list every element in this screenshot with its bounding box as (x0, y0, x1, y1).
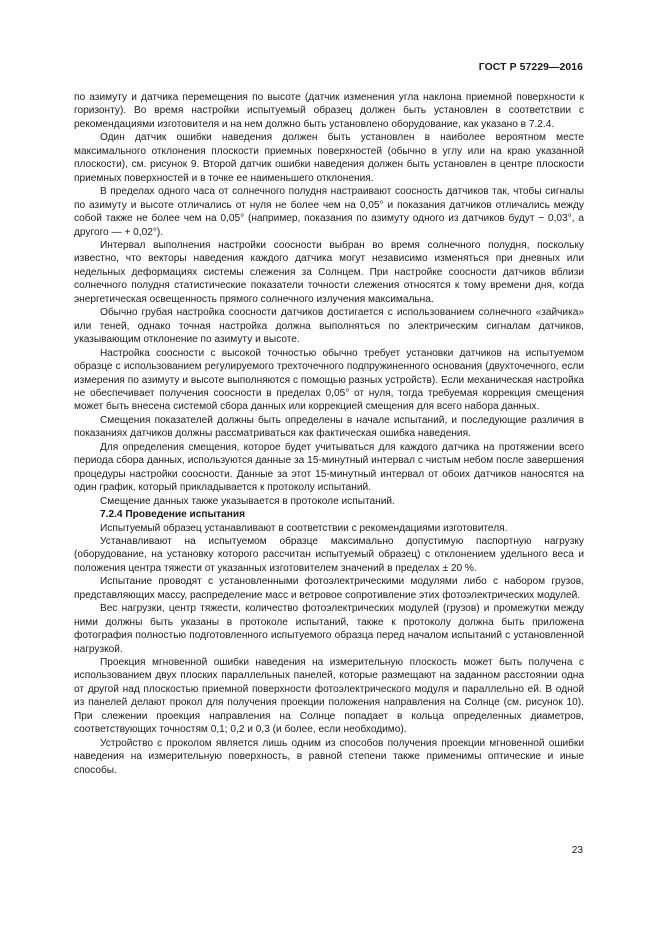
paragraph: Испытуемый образец устанавливают в соответствии с рекомендациями изготовителя. (100, 522, 508, 534)
paragraph: по азимуту и датчика перемещения по высоте (датчик изменения угла наклона приемной поверхности к горизонту). Во время настройки испытуемый образец должен быть установлен в соответствии с рекомендациями изготовителя и на нем должно быть установлено оборудование, как указано в 7.2.4. (74, 92, 584, 130)
paragraph: Вес нагрузки, центр тяжести, количество фотоэлектрических модулей (грузов) и промежутки между ними должны быть указаны в протоколе испытаний, также к протоколу должна быть приложена фотография полностью подготовленного испытуемого образца перед началом испытаний с установленной нагрузкой. (74, 603, 584, 655)
paragraph: Смещения показателей должны быть определены в начале испытаний, и последующие различия в показаниях датчиков должны рассматриваться как фактическая ошибка наведения. (74, 414, 584, 440)
paragraph: Для определения смещения, которое будет учитываться для каждого датчика на протяжении всего периода сбора данных, используются данные за 15-минутный интервал с чистым небом после завершения процедуры настройки соосности. Данные за этот 15-минутный интервал от обоих датчиков наносятся на один график, который прикладывается к протоколу испытаний. (74, 441, 584, 494)
paragraph: Один датчик ошибки наведения должен быть установлен в наиболее вероятном месте максимального отклонения плоскости приемных поверхностей (обычно в углу или на краю указанной плоскости), см. рисунок 9. Второй датчик ошибки наведения должен быть установлен в центре плоскости приемных поверхностей и в точке ее наименьшего отклонения. (74, 132, 584, 184)
page-body (74, 91, 584, 777)
section-heading: 7.2.4 Проведение испытания (100, 509, 245, 521)
paragraph: Испытание проводят с установленными фотоэлектрическими модулями либо с набором грузов, представляющих массу, распределение масс и ветровое сопротивление этих фотоэлектрических модулей. (74, 576, 584, 601)
paragraph: Обычно грубая настройка соосности датчиков достигается с использованием солнечного «зайчика» или теней, однако точная настройка должна выполняться по электрическим сигналам датчиков, указывающим отклонение по азимуту и высоте. (74, 307, 584, 346)
paragraph: Устройство с проколом является лишь одним из способов получения проекции мгновенной ошибки наведения на измерительную поверхность, в равной степени также применимы оптические и иные способы. (74, 737, 584, 776)
page-number: 23 (571, 845, 583, 856)
paragraph: В пределах одного часа от солнечного полудня настраивают соосность датчиков так, чтобы сигналы по азимуту и высоте отличались от нуля не более чем на 0,05° и показания датчиков отличались между собой также не более чем на 0,05° (например, показания по азимуту одного из датчиков будут − 0,03°, а другого — + 0,02°). (74, 186, 584, 238)
paragraph: Проекция мгновенной ошибки наведения на измерительную плоскость может быть получена с использованием двух плоских параллельных панелей, которые размещают на заданном расстоянии одна от другой над плоскостью приемной поверхности фотоэлектрического модуля и параллельно ей. В одной из панелей делают прокол для получения проекции положения направления на Солнце (см. рисунок 10). При слежении проекция направления на Солнце попадает в кольца определенных диаметров, соответствующих точностям 0,1; 0,2 и 0,3 (и более, если необходимо). (74, 657, 584, 736)
paragraph: Интервал выполнения настройки соосности выбран во время солнечного полудня, поскольку известно, что векторы наведения каждого датчика могут независимо изменяться при дневных или недельных деформациях системы слежения за Солнцем. При настройке соосности датчиков вблизи солнечного полудня статистические показатели точности слежения относятся к тому времени дня, когда энергетическая освещенность прямого солнечного излучения максимальна. (74, 239, 584, 305)
paragraph: Устанавливают на испытуемом образце максимально допустимую паспортную нагрузку (оборудование, на установку которого рассчитан испытуемый образец) с отклонением удельного веса и положения центра тяжести от указанных изготовителем значений в пределах ± 20 %. (74, 535, 584, 574)
document-standard-header: ГОСТ Р 57229—2016 (478, 62, 583, 73)
paragraph: Смещение данных также указывается в протоколе испытаний. (100, 495, 395, 507)
paragraph: Настройка соосности с высокой точностью обычно требует установки датчиков на испытуемом образце с использованием регулируемого трехточечного подпружиненного основания (двухточечного, если измерения по азимуту и высоте выполняются с помощью разных устройств). Если механическая настройка не обеспечивает получения соосности в пределах 0,05° от нуля, тогда требуемая коррекция смещения может быть внесена системой сбора данных или коррекцией смещения для всего набора данных. (74, 347, 584, 413)
